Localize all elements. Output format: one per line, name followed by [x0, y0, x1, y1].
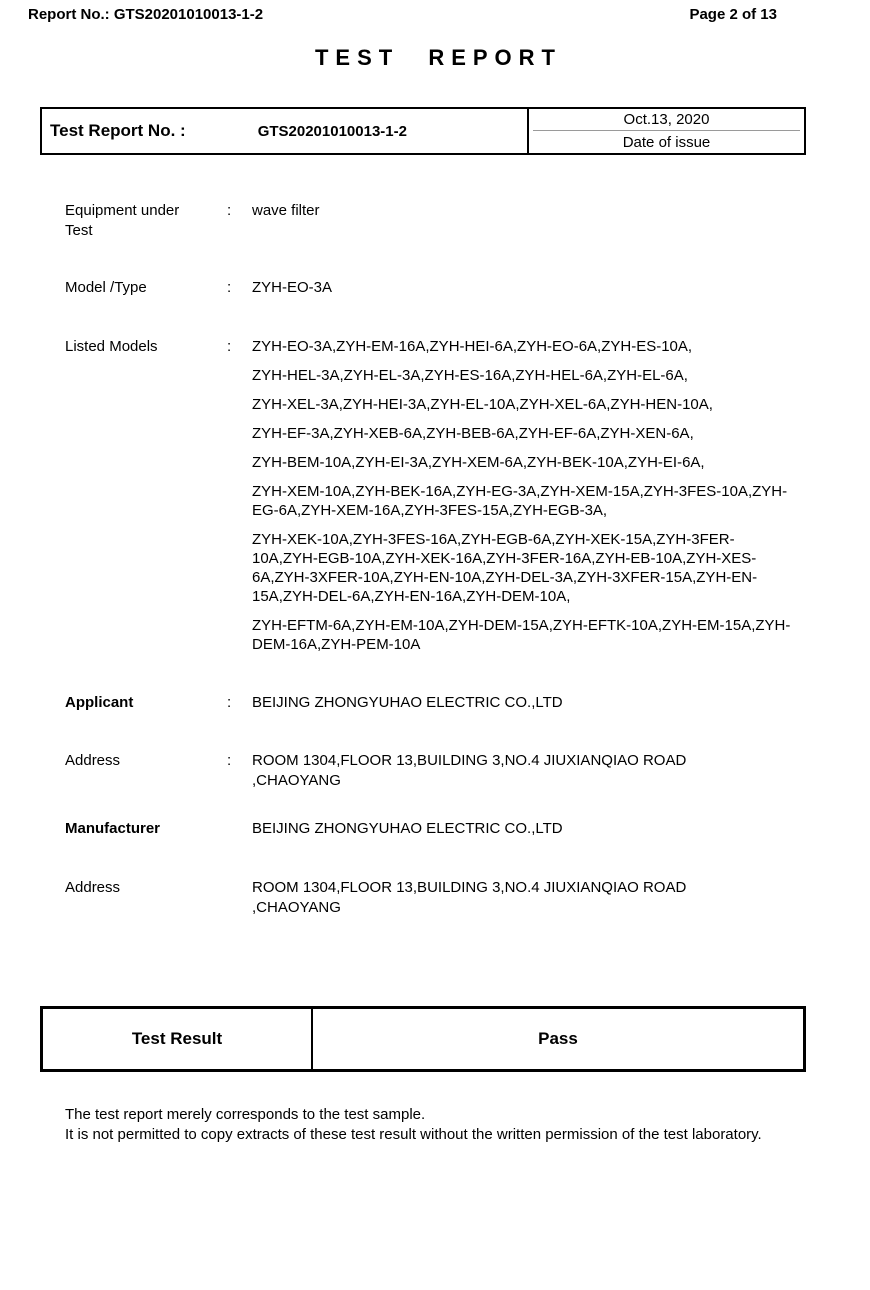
equipment-label: Equipment under Test [65, 202, 180, 239]
field-row-manufacturer [65, 819, 870, 839]
document-title: TEST REPORT [314, 45, 562, 70]
report-info-left-cell [42, 109, 527, 153]
listed-models-paragraph: ZYH-BEM-10A,ZYH-EI-3A,ZYH-XEM-6A,ZYH-BEK-10A,ZYH-EI-6A, [252, 454, 705, 471]
disclaimer-line2: It is not permitted to copy extracts of these test result without the written permission of the test laboratory. [65, 1126, 762, 1143]
model-label: Model /Type [65, 279, 147, 296]
applicant-value: BEIJING ZHONGYUHAO ELECTRIC CO.,LTD [252, 694, 563, 711]
test-result-table [40, 1006, 806, 1072]
applicant-separator: : [227, 694, 232, 711]
manufacturer-address-value: ROOM 1304,FLOOR 13,BUILDING 3,NO.4 JIUXIANQIAO ROAD ,CHAOYANG [252, 879, 687, 916]
applicant-address-value: ROOM 1304,FLOOR 13,BUILDING 3,NO.4 JIUXIANQIAO ROAD ,CHAOYANG [252, 752, 687, 789]
field-row-manufacturer-address [65, 878, 870, 918]
listed-models-paragraph: ZYH-XEM-10A,ZYH-BEK-16A,ZYH-EG-3A,ZYH-XEM-15A,ZYH-3FES-10A,ZYH-EG-6A,ZYH-XEM-16A,ZYH-3FES-15A,ZYH-EGB-3A, [252, 483, 788, 519]
listed-models-label: Listed Models [65, 338, 158, 355]
field-row-model [65, 278, 870, 298]
date-of-issue-value: Oct.13, 2020 [623, 111, 710, 128]
header-page-indicator: Page 2 of 13 [689, 6, 777, 23]
listed-models-paragraph: ZYH-HEL-3A,ZYH-EL-3A,ZYH-ES-16A,ZYH-HEL-6A,ZYH-EL-6A, [252, 367, 688, 384]
disclaimer [65, 1105, 833, 1145]
manufacturer-value: BEIJING ZHONGYUHAO ELECTRIC CO.,LTD [252, 820, 563, 837]
field-row-listed-models [65, 337, 870, 654]
listed-models-separator: : [227, 338, 232, 355]
manufacturer-address-label: Address [65, 879, 121, 896]
date-of-issue-label: Date of issue [622, 134, 711, 151]
test-result-label: Test Result [43, 1009, 313, 1069]
field-list [65, 201, 870, 918]
manufacturer-label: Manufacturer [65, 820, 161, 837]
report-no-value: GTS20201010013-1-2 [257, 122, 407, 140]
model-value: ZYH-EO-3A [252, 279, 333, 296]
page-running-header [0, 0, 870, 23]
field-row-applicant [65, 693, 870, 713]
field-row-equipment [65, 201, 870, 241]
applicant-address-label: Address [65, 752, 121, 769]
disclaimer-line1: The test report merely corresponds to the test sample. [65, 1106, 426, 1123]
field-row-applicant-address [65, 751, 870, 791]
report-info-date-cell [527, 109, 804, 153]
header-report-no: Report No.: GTS20201010013-1-2 [28, 6, 264, 23]
applicant-label: Applicant [65, 694, 134, 711]
applicant-address-separator: : [227, 752, 232, 769]
listed-models-paragraph: ZYH-XEK-10A,ZYH-3FES-16A,ZYH-EGB-6A,ZYH-XEK-15A,ZYH-3FER-10A,ZYH-EGB-10A,ZYH-XEK-16A,ZYH-3FER-16A,ZYH-EB-10A,ZYH-XES-6A,ZYH-3XFER-10A,ZYH-EN-10A,ZYH-DEL-3A,ZYH-3XFER-15A,ZYH-EN-15A,ZYH-DEL-6A,ZYH-EN-16A,ZYH-DEM-10A, [252, 531, 758, 605]
listed-models-paragraph: ZYH-XEL-3A,ZYH-HEI-3A,ZYH-EL-10A,ZYH-XEL-6A,ZYH-HEN-10A, [252, 396, 713, 413]
equipment-separator: : [227, 202, 232, 219]
listed-models-paragraph: ZYH-EO-3A,ZYH-EM-16A,ZYH-HEI-6A,ZYH-EO-6A,ZYH-ES-10A, [252, 338, 693, 355]
report-info-table [40, 107, 806, 155]
listed-models-paragraph: ZYH-EF-3A,ZYH-XEB-6A,ZYH-BEB-6A,ZYH-EF-6A,ZYH-XEN-6A, [252, 425, 694, 442]
equipment-value: wave filter [252, 202, 320, 219]
report-no-label: Test Report No. : [50, 121, 186, 140]
listed-models-value [252, 337, 797, 654]
listed-models-paragraph: ZYH-EFTM-6A,ZYH-EM-10A,ZYH-DEM-15A,ZYH-EFTK-10A,ZYH-EM-15A,ZYH-DEM-16A,ZYH-PEM-10A [252, 617, 791, 653]
test-result-value: Pass [538, 1029, 578, 1048]
model-separator: : [227, 279, 232, 296]
